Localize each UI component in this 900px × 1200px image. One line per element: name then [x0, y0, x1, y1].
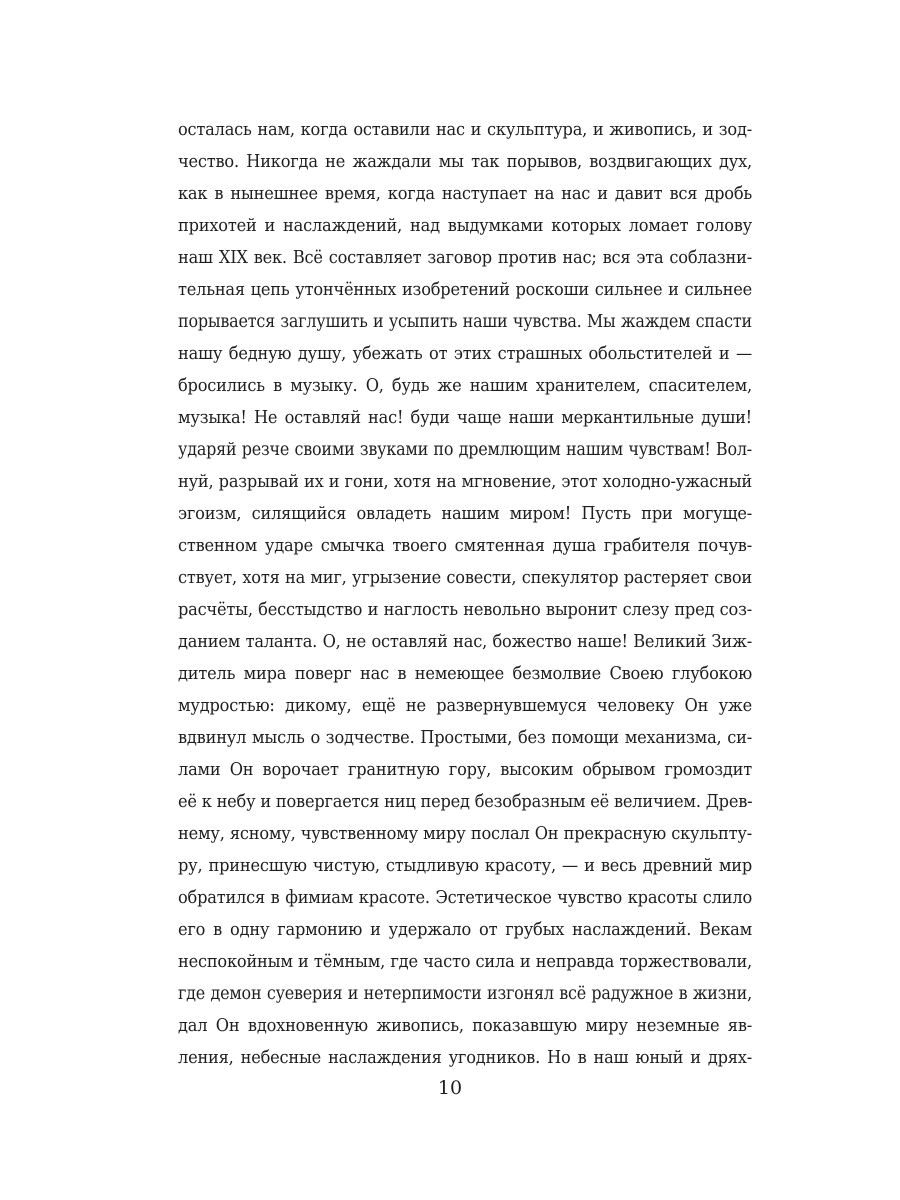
text-line: нему, ясному, чувственному миру послал Он прекрасную скульпту- [178, 823, 752, 844]
text-line: её к небу и повергается ниц перед безобразным её величием. Древ- [178, 791, 753, 812]
text-line: дитель мира поверг нас в немеющее безмолвие Своею глубокою [178, 663, 752, 684]
text-line: ударяй резче своими звуками по дремлющим нашим чувствам! Вол- [178, 440, 752, 460]
text-line: порывается заглушить и усыпить наши чувства. Мы жаждем спасти [178, 312, 752, 332]
text-line: осталась нам, когда оставили нас и скульптура, и живопись, и зод- [178, 119, 752, 140]
text-line: музыка! Не оставляй нас! буди чаще наши меркантильные души! [178, 407, 752, 428]
text-line: расчёты, бесстыдство и наглость невольно выронит слезу пред соз- [178, 599, 752, 620]
text-line: ру, принесшую чистую, стыдливую красоту, — и весь древний мир [178, 855, 752, 876]
text-line: как в нынешнее время, когда наступает на нас и давит вся дробь [178, 183, 752, 204]
text-line: нашу бедную душу, убежать от этих страшных обольстителей и — [178, 343, 752, 364]
text-line: ления, небесные наслаждения угодников. Но в наш юный и дрях- [178, 1047, 752, 1068]
body-text [178, 114, 752, 1074]
page-number: 10 [437, 1077, 463, 1099]
text-line: его в одну гармонию и удержало от грубых наслаждений. Векам [178, 919, 752, 940]
text-line: мудростью: дикому, ещё не развернувшемуся человеку Он уже [178, 695, 752, 716]
text-line: тельная цепь утончённых изобретений роскоши сильнее и сильнее [178, 279, 752, 300]
text-line: эгоизм, силящийся овладеть нашим миром! Пусть при могуще- [178, 503, 752, 524]
text-line: обратился в фимиам красоте. Эстетическое чувство красоты слило [178, 887, 752, 908]
text-line: вдвинул мысль о зодчестве. Простыми, без помощи механизма, си- [178, 727, 752, 748]
text-line: нуй, разрывай их и гони, хотя на мгновение, этот холодно-ужасный [178, 471, 752, 492]
text-line: чество. Никогда не жаждали мы так порывов, воздвигающих дух, [178, 151, 752, 172]
text-line: наш XIX век. Всё составляет заговор против нас; вся эта соблазни- [178, 247, 752, 268]
text-line: данием таланта. О, не оставляй нас, божество наше! Великий Зиж- [178, 631, 752, 652]
text-line: бросились в музыку. О, будь же нашим хранителем, спасителем, [178, 375, 752, 396]
text-line: прихотей и наслаждений, над выдумками которых ломает голову [178, 215, 752, 236]
text-line: где демон суеверия и нетерпимости изгонял всё радужное в жизни, [178, 984, 752, 1004]
text-line: лами Он ворочает гранитную гору, высоким обрывом громоздит [178, 759, 752, 780]
text-line: неспокойным и тёмным, где часто сила и неправда торжествовали, [178, 951, 752, 972]
text-line: дал Он вдохновенную живопись, показавшую миру неземные яв- [178, 1015, 752, 1036]
text-line: ственном ударе смычка твоего смятенная душа грабителя почув- [178, 535, 752, 556]
text-line: ствует, хотя на миг, угрызение совести, спекулятор растеряет свои [178, 567, 752, 588]
